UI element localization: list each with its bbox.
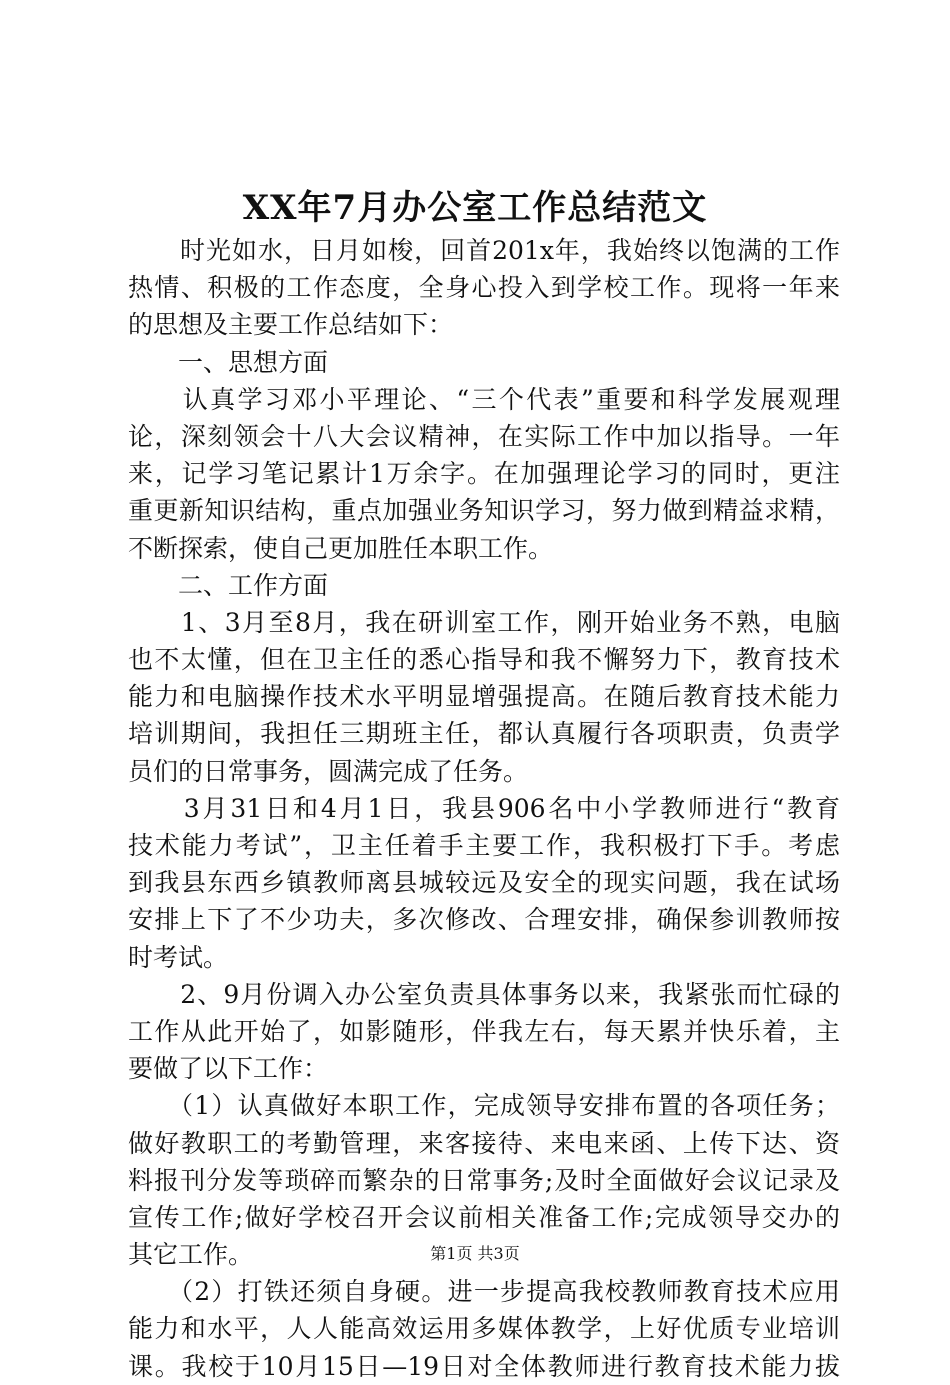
document-body — [128, 232, 840, 1385]
body-line: 能力和水平，人人能高效运用多媒体教学，上好优质专业培训 — [128, 1314, 840, 1344]
body-line: 2、9月份调入办公室负责具体事务以来，我紧张而忙碌的 — [128, 979, 840, 1009]
page-footer: 第1页 共3页 — [430, 1244, 520, 1263]
body-line: 认真学习邓小平理论、“三个代表”重要和科学发展观理 — [128, 384, 840, 414]
body-line: 技术能力考试”，卫主任着手主要工作，我积极打下手。考虑 — [128, 831, 840, 860]
body-line: 安排上下了不少功夫，多次修改、合理安排，确保参训教师按 — [128, 905, 840, 935]
body-line: 工作从此开始了，如影随形，伴我左右，每天累并快乐着，主 — [128, 1016, 840, 1046]
body-line: 时光如水，日月如梭，回首201x年，我始终以饱满的工作 — [128, 236, 840, 265]
body-line: 重更新知识结构，重点加强业务知识学习，努力做到精益求精， — [128, 496, 840, 526]
body-line: 来，记学习笔记累计1万余字。在加强理论学习的同时，更注 — [128, 459, 840, 489]
body-line: 到我县东西乡镇教师离县城较远及安全的现实问题，我在试场 — [128, 868, 840, 898]
body-line: 料报刊分发等琐碎而繁杂的日常事务;及时全面做好会议记录及 — [128, 1165, 840, 1195]
body-line: （1）认真做好本职工作，完成领导安排布置的各项任务； — [128, 1091, 840, 1121]
body-line: 员们的日常事务，圆满完成了任务。 — [128, 756, 529, 786]
body-line: 宣传工作;做好学校召开会议前相关准备工作;完成领导交办的 — [128, 1202, 840, 1232]
body-line: 也不太懂，但在卫主任的悉心指导和我不懈努力下，教育技术 — [128, 645, 840, 675]
body-line: 做好教职工的考勤管理，来客接待、来电来函、上传下达、资 — [128, 1128, 840, 1158]
body-line: （2）打铁还须自身硬。进一步提高我校教师教育技术应用 — [128, 1277, 840, 1307]
body-line: 不断探索，使自己更加胜任本职工作。 — [128, 533, 554, 563]
body-line: 3月31日和4月1日，我县906名中小学教师进行“教育 — [128, 793, 840, 823]
document-title: XX年7月办公室工作总结范文 — [242, 188, 708, 228]
body-line: 能力和电脑操作技术水平明显增强提高。在随后教育技术能力 — [128, 682, 840, 712]
body-line: 课。我校于10月15日—19日对全体教师进行教育技术能力拔 — [128, 1351, 840, 1381]
body-line: 的思想及主要工作总结如下： — [128, 310, 454, 340]
body-line: 热情、积极的工作态度，全身心投入到学校工作。现将一年来 — [128, 273, 840, 303]
body-line: 1、3月至8月，我在研训室工作，刚开始业务不熟，电脑 — [128, 607, 840, 637]
body-line: 其它工作。 — [128, 1240, 254, 1270]
body-line: 二、工作方面 — [128, 570, 329, 600]
body-line: 时考试。 — [128, 942, 229, 972]
body-line: 论，深刻领会十八大会议精神，在实际工作中加以指导。一年 — [128, 421, 840, 451]
body-line: 培训期间，我担任三期班主任，都认真履行各项职责，负责学 — [128, 719, 840, 749]
body-line: 一、思想方面 — [128, 347, 329, 377]
body-line: 要做了以下工作： — [128, 1054, 329, 1084]
